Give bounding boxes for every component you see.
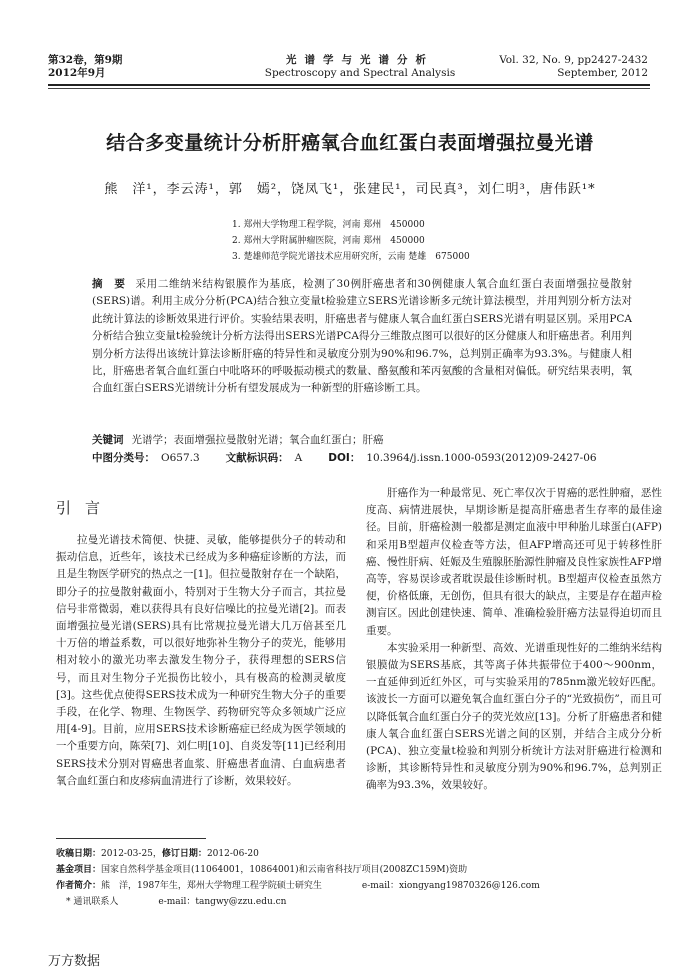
revised-value: 2012-06-20 xyxy=(206,849,259,859)
abstract-label: 摘 要 xyxy=(92,278,126,290)
clc-label: 中图分类号： xyxy=(92,452,155,464)
publication-date-en: September, 2012 xyxy=(557,67,648,79)
author-bio-label: 作者简介： xyxy=(56,881,102,891)
paper-title: 结合多变量统计分析肝癌氧合血红蛋白表面增强拉曼光谱 xyxy=(106,132,594,154)
affiliation-2: 2. 郑州大学附属肿瘤医院，河南 郑州 450000 xyxy=(232,236,425,246)
affiliations xyxy=(232,217,470,265)
author-email[interactable]: e-mail：xiongyang19870326@126.com xyxy=(361,881,540,891)
classification-line xyxy=(92,450,652,466)
left-column xyxy=(56,532,346,790)
journal-citation-info xyxy=(458,54,648,80)
funding-label: 基金项目： xyxy=(56,865,102,875)
received-dates xyxy=(56,846,656,862)
paragraph: 拉曼光谱技术简便、快捷、灵敏，能够提供分子的转动和振动信息，近些年，该技术已经成为多种癌症诊断的方法，而且是生物医学研究的热点之一[1]。但拉曼散射存在一个缺陷，即分子的拉曼散射截面小，特别对于生物大分子而言，其拉曼信号非常微弱，难以获得具有良好信噪比的拉曼光谱[2]。而表面增强拉曼光谱(SERS)具有比常规拉曼光谱大几万倍甚至几十万倍的增益系数，可以很好地弥补生物分子的荧光，能够用相对较小的激光功率去激发生物分子，获得理想的SERS信号，而且对生物分子光损伤比较小，具有极高的检测灵敏度[3]。这些优点使得SERS技术成为一种研究生物大分子的重要手段，在化学、物理、生物医学、药物研究等众多领域广泛应用[4-9]。目前，应用SERS技术诊断癌症已经成为医学领域的一个重要方向，陈荣[7]、刘仁明[10]、自炎发等[11]已经利用SERS技术分别对胃癌患者血浆、肝癌患者血清、白血病患者氧合血红蛋白和皮疹病血清进行了诊断，效果较好。 xyxy=(56,534,346,787)
journal-volume-info xyxy=(48,54,122,80)
section-heading-introduction: 引言 xyxy=(56,499,115,517)
volume-pages: Vol. 32, No. 9, pp2427-2432 xyxy=(499,54,648,66)
header-rule xyxy=(48,84,650,86)
author-bio xyxy=(56,878,656,894)
affiliation-1: 1. 郑州大学物理工程学院，河南 郑州 450000 xyxy=(232,220,425,230)
paragraph: 肝癌作为一种最常见、死亡率仅次于胃癌的恶性肿瘤，恶性度高、病情进展快，早期诊断是提高肝癌患者生存率的最佳途径。目前，肝癌检测一般都是测定血液中甲种胎儿球蛋白(AFP)和采用B型超声仪检查等方法，但AFP增高还可见于转移性肝癌、慢性肝病、妊娠及生殖腺胚胎源性肿瘤及良性家族性AFP增高等，容易误诊或者耽误最佳诊断时机。B型超声仪检查虽然方便，价格低廉，无创伤，但具有很大的缺点，主要是存在超声检测盲区。因此创建快速、简单、准确检验肝癌方法显得迫切而且重要。 xyxy=(366,487,662,637)
journal-name-cn: 光谱学与光谱分析 xyxy=(286,54,434,66)
revised-label: 修订日期： xyxy=(161,849,207,859)
abstract-text: 采用二维纳米结构银膜作为基底，检测了30例肝癌患者和30例健康人氧合血红蛋白表面增强拉曼散射(SERS)谱。利用主成分分析(PCA)结合独立变量t检验建立SERS光谱诊断多元统计算法模型，并用判别分析方法对此统计算法的诊断效果进行评价。实验结果表明，肝癌患者与健康人氧合血红蛋白SERS光谱有明显区别。采用PCA分析结合独立变量t检验统计分析方法得出SERS光谱PCA得分三维散点图可以很好的区分健康人和肝癌患者。利用判别分析方法得出该统计算法诊断肝癌的特异性和灵敏度分别为90%和96.7%，总判别正确率为93.3%。与健康人相比，肝癌患者氧合血红蛋白中吡咯环的呼吸振动模式的数量、酪氨酸和苯丙氨酸的含量相对偏低。研究结果表明，氧合血红蛋白SERS光谱统计分析有望发展成为一种新型的肝癌诊断工具。 xyxy=(92,278,632,395)
journal-name xyxy=(250,54,470,80)
doi-value: 10.3964/j.issn.1000-0593(2012)09-2427-06 xyxy=(366,452,597,464)
paragraph: 本实验采用一种新型、高效、光谱重现性好的二维纳米结构银膜做为SERS基底，其等离子体共振带位于400～900nm，一直延伸到近红外区，可与实验采用的785nm激光较好匹配。该波长一方面可以避免氧合血红蛋白分子的“光致损伤”，而且可以降低氧合血红蛋白分子的荧光效应[13]。分析了肝癌患者和健康人氧合血红蛋白SERS光谱之间的区别，并结合主成分分析(PCA)、独立变量t检验和判别分析统计方法对肝癌进行检测和诊断，其诊断特异性和灵敏度分别为90%和96.7%，总判别正确率为93.3%，效果较好。 xyxy=(366,641,662,792)
journal-name-en: Spectroscopy and Spectral Analysis xyxy=(264,67,456,79)
doc-code-value: A xyxy=(294,452,303,464)
corresponding-email[interactable]: e-mail：tangwy@zzu.edu.cn xyxy=(158,897,287,907)
keywords xyxy=(92,432,652,448)
keywords-label: 关键词 xyxy=(92,434,124,446)
funding xyxy=(56,862,656,878)
volume-issue: 第32卷，第9期 xyxy=(48,54,123,66)
abstract xyxy=(92,276,632,398)
received-label: 收稿日期： xyxy=(56,849,102,859)
publication-date-cn: 2012年9月 xyxy=(48,67,106,79)
affiliation-3: 3. 楚雄师范学院光谱技术应用研究所，云南 楚雄 675000 xyxy=(232,252,470,262)
corresponding-author xyxy=(56,894,656,910)
right-column xyxy=(366,485,662,795)
received-value: 2012-03-25， xyxy=(101,849,162,859)
doi-label: DOI： xyxy=(328,452,361,464)
author-list: 熊 洋¹，李云涛¹，郭 嫣²，饶凤飞¹，张建民¹，司民真³，刘仁明³，唐伟跃¹* xyxy=(104,182,596,197)
doc-code-label: 文献标识码： xyxy=(225,452,289,464)
keywords-text: 光谱学；表面增强拉曼散射光谱；氧合血红蛋白；肝癌 xyxy=(131,434,384,446)
header-rule-thin xyxy=(48,88,650,89)
corresponding-label: * 通讯联系人 xyxy=(66,897,119,907)
watermark: 万方数据 xyxy=(48,954,101,969)
author-bio-value: 熊 洋，1987年生，郑州大学物理工程学院硕士研究生 xyxy=(101,881,322,891)
funding-value: 国家自然科学基金项目(11064001，10864001)和云南省科技厅项目(2008ZC159M)资助 xyxy=(101,865,468,875)
clc-value: O657.3 xyxy=(161,452,200,464)
footnote-rule xyxy=(56,838,206,839)
footnotes xyxy=(56,846,656,910)
